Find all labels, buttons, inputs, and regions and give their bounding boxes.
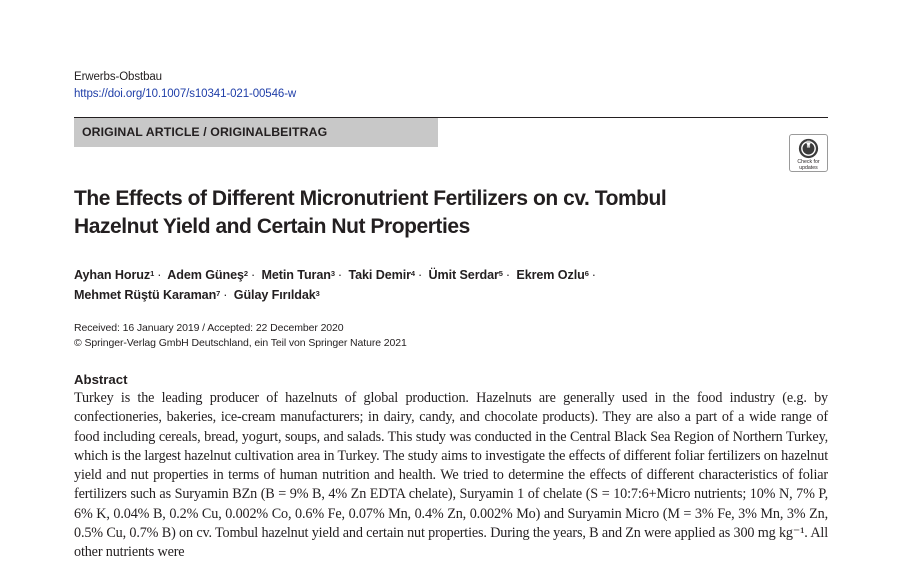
author-name[interactable]: Ekrem Ozlu — [516, 268, 585, 282]
title-line-1: The Effects of Different Micronutrient Fertilizers on cv. Tombul — [74, 187, 667, 210]
affiliation-marker: 7 — [216, 289, 221, 298]
affiliation-marker: 5 — [498, 269, 503, 278]
check-for-updates-label: Check for updates — [797, 159, 820, 171]
check-for-updates-badge[interactable] — [789, 134, 828, 172]
affiliation-marker: 2 — [243, 269, 248, 278]
affiliation-marker: 1 — [150, 269, 155, 278]
author-name[interactable]: Taki Demir — [348, 268, 411, 282]
author-name[interactable]: Metin Turan — [261, 268, 331, 282]
author-name[interactable]: Gülay Fırıldak — [233, 288, 316, 302]
author-name[interactable]: Ayhan Horuz — [74, 268, 151, 282]
affiliation-marker: 4 — [410, 269, 415, 278]
check-for-updates-icon — [798, 138, 819, 159]
author-name[interactable]: Adem Güneş — [167, 268, 244, 282]
abstract-text: Turkey is the leading producer of hazelnuts of global production. Hazelnuts are generally used in the food industry (e.g. by confectioneries, bakeries, ice-cream manufacturers; in dairy, candy, and chocolate products). They are also a part of a wide range of food including cereals, bread, yogurt, soups, and salads. This study was conducted in the Central Black Sea Region of Northern Turkey, which is the largest hazelnut cultivation area in Turkey. The study aims to investigate the effects of different foliar fertilizers on hazelnut yield and nut properties in terms of human nutrition and health. We tried to determine the effects of different characteristics of foliar fertilizers such as Suryamin BZn (B = 9% B, 4% Zn EDTA chelate), Suryamin 1 of chelate (S = 10:7:6+Micro nutrients; 10% N, 7% P, 6% K, 0.04% B, 0.2% Cu, 0.002% Co, 0.6% Fe, 0.07% Mn, 0.4% Zn, 0.002% Mo) and Suryamin Micro (M = 3% Fe, 3% Mn, 3% Zn, 0.5% Cu, 0.7% B) on cv. Tombul hazelnut yield and certain nut properties. During the years, B and Zn were applied as 300 mg kg⁻¹. All other nutrients were — [74, 390, 828, 561]
article-title — [74, 185, 714, 240]
affiliation-marker: 6 — [584, 269, 589, 278]
title-line-2: Hazelnut Yield and Certain Nut Properties — [74, 214, 470, 238]
received-accepted-dates: Received: 16 January 2019 / Accepted: 22 December 2020 — [74, 322, 344, 334]
article-type-banner: ORIGINAL ARTICLE / ORIGINALBEITRAG — [74, 118, 438, 147]
affiliation-marker: 3 — [315, 289, 320, 298]
author-name[interactable]: Ümit Serdar — [428, 268, 499, 282]
publication-info — [74, 321, 407, 350]
author-list: Ayhan Horuz$^1$ · Adem Güneş$^2$ · Metin Turan$^3$ · Taki Demir$^4$ · Ümit Serdar$^5$ · Ekrem Ozlu$^6$ · Mehmet Rüştü Karaman$^7$ · Gülay Fırıldak$^3$ — [74, 268, 596, 302]
author-name[interactable]: Mehmet Rüştü Karaman — [74, 288, 217, 302]
copyright-line: © Springer-Verlag GmbH Deutschland, ein Teil von Springer Nature 2021 — [74, 336, 407, 349]
abstract-heading: Abstract — [74, 372, 128, 387]
doi-link[interactable]: https://doi.org/10.1007/s10341-021-00546-w — [74, 88, 297, 100]
journal-name: Erwerbs-Obstbau — [74, 71, 162, 83]
affiliation-marker: 3 — [330, 269, 335, 278]
